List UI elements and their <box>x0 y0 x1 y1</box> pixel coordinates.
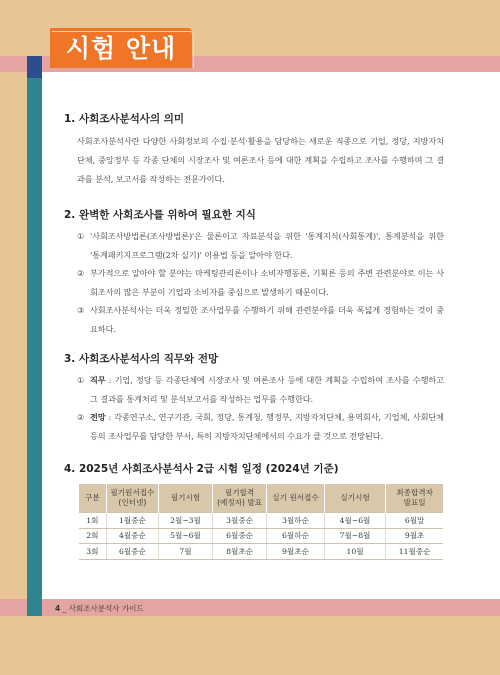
table-header-row <box>79 484 443 513</box>
duties-list <box>64 371 444 445</box>
left-bar-accent <box>27 56 42 78</box>
table-cell: 9월초순 <box>267 544 325 560</box>
table-cell: 3월중순 <box>213 513 267 529</box>
list-item <box>77 227 444 264</box>
section-heading: 3. 사회조사분석사의 직무와 전망 <box>64 353 219 365</box>
footer-text: _ 사회조사분석사 가이드 <box>62 604 144 613</box>
table-cell: 4월~6월 <box>324 513 386 529</box>
table-header-cell: 필기원서접수 (인터넷) <box>106 484 158 513</box>
list-item <box>77 371 444 408</box>
section-schedule <box>64 461 444 476</box>
table-header-cell: 구분 <box>79 484 106 513</box>
table-cell: 8월초순 <box>213 544 267 560</box>
table-header-cell: 필기합격 (예정자) 발표 <box>213 484 267 513</box>
item-text: 부가적으로 알아야 할 분야는 마케팅관리론이나 소비자행동론, 기획론 등의 주변 관련분야로 이는 사회조사의 많은 부분이 기업과 소비자를 중심으로 발생하기 때문이다. <box>90 268 444 297</box>
table-cell: 6월말 <box>386 513 443 529</box>
knowledge-list <box>64 227 444 338</box>
item-text: : 각종연구소, 연구기관, 국회, 정당, 통계청, 행정부, 지방자치단체, 용역회사, 기업체, 사회단체 등의 조사업무를 담당한 부서, 특히 지방자치단체에서의 수요가 클 것으로 전망된다. <box>90 412 444 441</box>
table-cell: 5월~6월 <box>159 528 213 544</box>
table-cell: 6월하순 <box>267 528 325 544</box>
page-number: 4 <box>55 604 61 613</box>
table-cell: 10월 <box>324 544 386 560</box>
section-heading: 4. 2025년 사회조사분석사 2급 시험 일정 (2024년 기준) <box>64 463 339 475</box>
table-cell: 9월초 <box>386 528 443 544</box>
table-header-cell: 필기시험 <box>159 484 213 513</box>
table-row <box>79 528 443 544</box>
item-number: ② <box>77 268 85 278</box>
list-item <box>77 264 444 301</box>
item-label: 직무 <box>90 375 106 385</box>
left-decorative-bar <box>27 56 42 616</box>
item-text: '사회조사방법론(조사방법론)'은 물론이고 자료분석을 위한 '통계지식(사회통계)', 통계분석을 위한 '통계패키지프로그램(2차 실기)' 이용법 등을 알아야 한다. <box>90 231 444 260</box>
table-header-cell: 최종합격자 발표일 <box>386 484 443 513</box>
table-header-cell: 실기시험 <box>324 484 386 513</box>
item-number: ① <box>77 231 85 241</box>
section-paragraph: 사회조사분석사란 다양한 사회정보의 수집·분석·활용을 담당하는 새로운 직종으로 기업, 정당, 지방자치단체, 중앙정부 등 각종 단체의 시장조사 및 여론조사 등에 대한 계획을 수립하고 조사를 수행하며 그 결과를 분석, 보고서를 작성하는 전문가이다. <box>77 136 444 184</box>
title-badge <box>50 28 192 68</box>
table-cell: 3월하순 <box>267 513 325 529</box>
item-number: ③ <box>77 305 85 315</box>
table-cell: 1회 <box>79 513 106 529</box>
table-cell: 3회 <box>79 544 106 560</box>
page-footer <box>55 603 144 614</box>
item-text: : 기업, 정당 등 각종단체에 시장조사 및 여론조사 등에 대한 계획을 수립하여 조사를 수행하고 그 결과를 통계처리 및 분석보고서를 작성하는 업무를 수행한다. <box>90 375 444 404</box>
table-cell: 6월중순 <box>106 544 158 560</box>
item-label: 전망 <box>90 412 106 422</box>
section-duties-outlook <box>64 351 444 445</box>
table-cell: 1월중순 <box>106 513 158 529</box>
table-cell: 4월중순 <box>106 528 158 544</box>
list-item <box>77 408 444 445</box>
item-text: 사회조사분석사는 더욱 정밀한 조사업무를 수행하기 위해 관련분야를 더욱 폭넓게 경험하는 것이 중요하다. <box>90 305 444 334</box>
page-title: 시험 안내 <box>65 34 177 63</box>
section-heading: 1. 사회조사분석사의 의미 <box>64 113 185 125</box>
table-row <box>79 513 443 529</box>
item-number: ② <box>77 412 85 422</box>
table-cell: 2월~3월 <box>159 513 213 529</box>
section-meaning <box>64 111 444 189</box>
section-knowledge <box>64 207 444 338</box>
table-cell: 11월중순 <box>386 544 443 560</box>
table-row <box>79 544 443 560</box>
table-header-cell: 실기 원서접수 <box>267 484 325 513</box>
section-heading: 2. 완벽한 사회조사를 위하여 필요한 지식 <box>64 209 256 221</box>
table-cell: 7월~8월 <box>324 528 386 544</box>
table-cell: 2회 <box>79 528 106 544</box>
item-number: ① <box>77 375 85 385</box>
list-item <box>77 301 444 338</box>
exam-schedule-table <box>79 484 443 560</box>
table-cell: 7월 <box>159 544 213 560</box>
table-cell: 6월중순 <box>213 528 267 544</box>
